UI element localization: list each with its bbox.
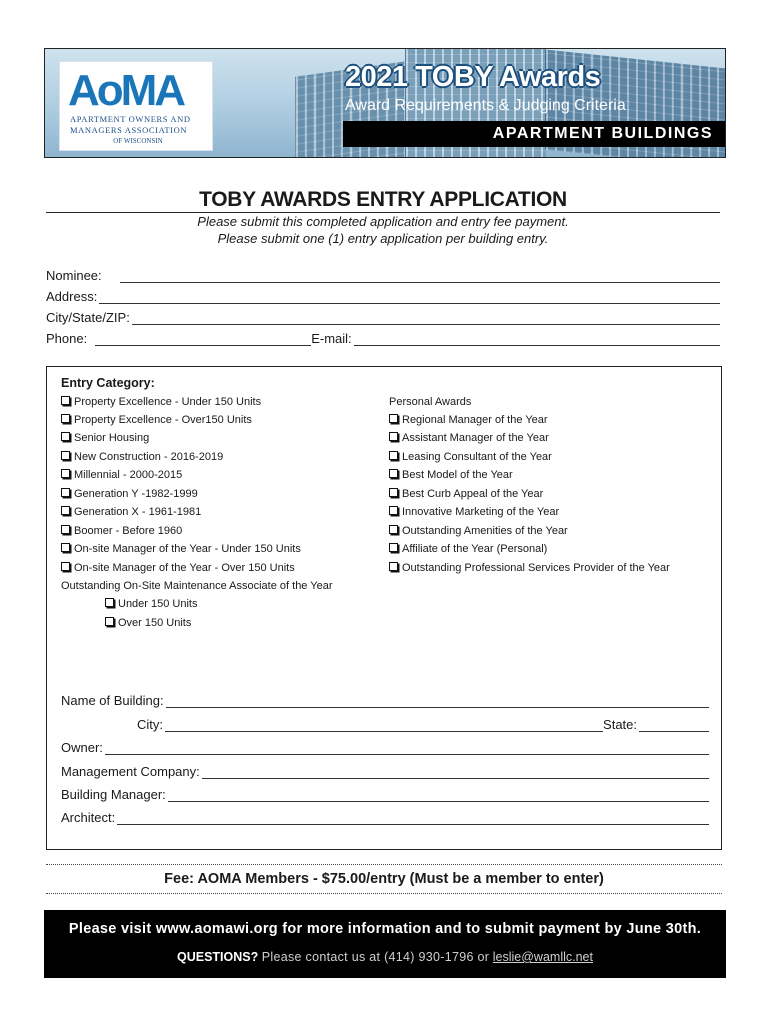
logo-mark: AoMA (68, 66, 184, 115)
checkbox-icon[interactable] (389, 469, 398, 478)
building-name-label: Name of Building: (61, 693, 164, 708)
title-rule (46, 212, 720, 213)
questions-line (44, 950, 726, 964)
footer-info: Please visit www.aomawi.org for more information and to submit payment by June 30th. (68, 921, 702, 937)
checkbox-icon[interactable] (61, 525, 70, 534)
phone-input-line[interactable] (95, 334, 311, 346)
category-option[interactable]: Boomer - Before 1960 (61, 525, 182, 537)
category-option[interactable]: On-site Manager of the Year - Over 150 Units (61, 562, 295, 574)
building-city-input-line[interactable] (165, 720, 603, 732)
email-input-line[interactable] (354, 334, 720, 346)
building-name-input-line[interactable] (166, 696, 709, 708)
contact-email-link[interactable]: leslie@wamllc.net (492, 950, 593, 964)
checkbox-icon[interactable] (61, 469, 70, 478)
checkbox-icon[interactable] (61, 396, 70, 405)
category-option[interactable]: Property Excellence - Under 150 Units (61, 396, 261, 408)
category-option[interactable]: Over 150 Units (105, 617, 191, 629)
category-option[interactable]: Affiliate of the Year (Personal) (389, 543, 547, 555)
city-state-zip-label: City/State/ZIP: (46, 310, 130, 325)
email-label: E-mail: (311, 331, 352, 346)
building-city-label: City: (137, 717, 163, 732)
checkbox-icon[interactable] (389, 414, 398, 423)
category-option[interactable]: Millennial - 2000-2015 (61, 469, 182, 481)
category-option[interactable]: Property Excellence - Over150 Units (61, 414, 252, 426)
category-option[interactable]: Under 150 Units (105, 598, 198, 610)
checkbox-icon[interactable] (61, 414, 70, 423)
aoma-logo (59, 61, 213, 151)
questions-text: Please contact us at (414) 930-1796 or (261, 950, 490, 964)
building-manager-input-line[interactable] (168, 790, 709, 802)
logo-name: APARTMENT OWNERS AND MANAGERS ASSOCIATION (70, 114, 191, 135)
checkbox-icon[interactable] (61, 488, 70, 497)
banner-category-bar: APARTMENT BUILDINGS (343, 121, 725, 147)
category-option[interactable]: Innovative Marketing of the Year (389, 506, 559, 518)
nominee-field[interactable] (46, 268, 720, 283)
city-state-zip-field[interactable] (46, 310, 720, 325)
address-label: Address: (46, 289, 98, 304)
nominee-input-line[interactable] (120, 271, 720, 283)
banner-title: 2021 TOBY Awards (345, 61, 601, 93)
checkbox-icon[interactable] (61, 562, 70, 571)
phone-label: Phone: (46, 331, 88, 346)
architect-label: Architect: (61, 810, 116, 825)
phone-email-field[interactable] (46, 331, 720, 346)
checkbox-icon[interactable] (105, 617, 114, 626)
building-state-input-line[interactable] (639, 720, 709, 732)
category-option[interactable]: On-site Manager of the Year - Under 150 Units (61, 543, 301, 555)
entry-category-box (46, 366, 722, 850)
owner-field[interactable] (61, 740, 709, 755)
checkbox-icon[interactable] (61, 543, 70, 552)
checkbox-icon[interactable] (389, 562, 398, 571)
management-company-label: Management Company: (61, 764, 200, 779)
entry-category-heading: Entry Category: (61, 376, 155, 390)
footer-bar (44, 910, 726, 978)
management-company-input-line[interactable] (202, 767, 709, 779)
city-state-zip-input-line[interactable] (132, 313, 720, 325)
building-name-field[interactable] (61, 693, 709, 708)
nominee-label: Nominee: (46, 268, 102, 283)
building-manager-label: Building Manager: (61, 787, 166, 802)
questions-label: QUESTIONS? (177, 950, 259, 964)
owner-input-line[interactable] (105, 743, 709, 755)
personal-awards-heading: Personal Awards (389, 396, 472, 408)
checkbox-icon[interactable] (389, 451, 398, 460)
checkbox-icon[interactable] (105, 598, 114, 607)
header-banner (44, 48, 726, 158)
category-option[interactable]: Leasing Consultant of the Year (389, 451, 552, 463)
owner-label: Owner: (61, 740, 103, 755)
checkbox-icon[interactable] (61, 432, 70, 441)
fee-notice: Fee: AOMA Members - $75.00/entry (Must be a member to enter) (46, 864, 722, 894)
checkbox-icon[interactable] (389, 432, 398, 441)
banner-subtitle: Award Requirements & Judging Criteria (345, 97, 626, 114)
checkbox-icon[interactable] (389, 525, 398, 534)
instruction-line: Please submit this completed application and entry fee payment. (197, 214, 569, 229)
maintenance-heading: Outstanding On-Site Maintenance Associate of the Year (61, 580, 333, 592)
architect-field[interactable] (61, 810, 709, 825)
category-option[interactable]: Generation X - 1961-1981 (61, 506, 201, 518)
category-option[interactable]: New Construction - 2016-2019 (61, 451, 223, 463)
category-option[interactable]: Best Curb Appeal of the Year (389, 488, 543, 500)
page-title: TOBY AWARDS ENTRY APPLICATION (199, 188, 567, 211)
building-state-label: State: (603, 717, 637, 732)
checkbox-icon[interactable] (389, 488, 398, 497)
instruction-line: Please submit one (1) entry application per building entry. (217, 231, 549, 246)
management-company-field[interactable] (61, 764, 709, 779)
category-option[interactable]: Outstanding Amenities of the Year (389, 525, 568, 537)
logo-sub: OF WISCONSIN (113, 137, 163, 145)
checkbox-icon[interactable] (389, 506, 398, 515)
checkbox-icon[interactable] (61, 451, 70, 460)
category-option[interactable]: Best Model of the Year (389, 469, 513, 481)
architect-input-line[interactable] (117, 813, 709, 825)
category-option[interactable]: Regional Manager of the Year (389, 414, 548, 426)
building-city-state-field[interactable] (61, 717, 709, 732)
checkbox-icon[interactable] (61, 506, 70, 515)
building-manager-field[interactable] (61, 787, 709, 802)
address-field[interactable] (46, 289, 720, 304)
category-option[interactable]: Generation Y -1982-1999 (61, 488, 198, 500)
checkbox-icon[interactable] (389, 543, 398, 552)
category-option[interactable]: Assistant Manager of the Year (389, 432, 549, 444)
address-input-line[interactable] (99, 292, 720, 304)
category-option[interactable]: Senior Housing (61, 432, 149, 444)
category-option[interactable]: Outstanding Professional Services Provider of the Year (389, 562, 670, 574)
